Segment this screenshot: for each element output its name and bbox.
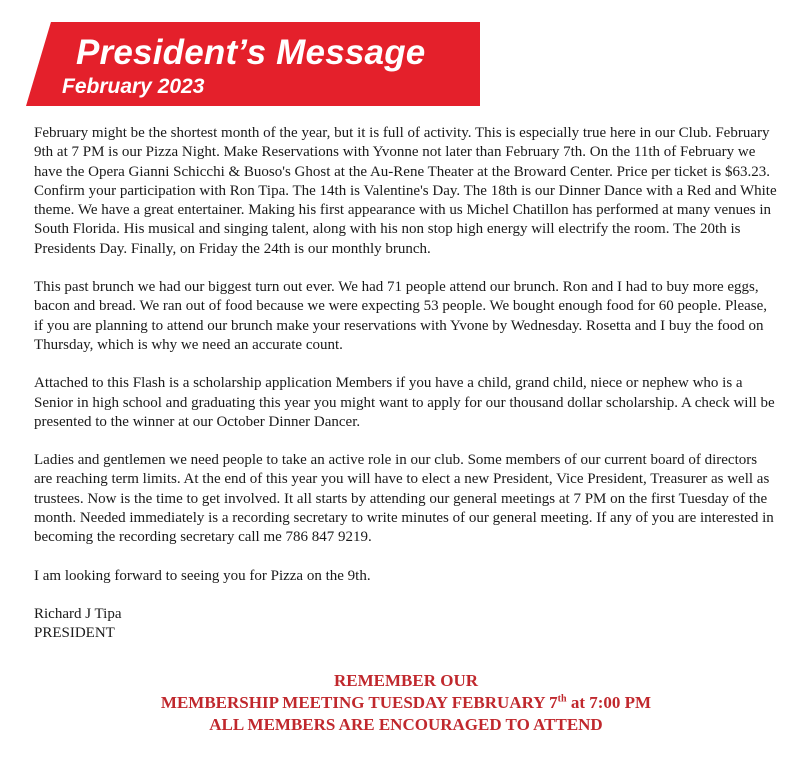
- signature-role: PRESIDENT: [34, 625, 115, 642]
- signature-name: Richard J Tipa: [34, 605, 122, 622]
- paragraph-brunch: This past brunch we had our biggest turn out ever. We had 71 people attend our brunch. Ron and I had to buy more eggs, bacon and bread. We ran out of food because we were expecting 53 people. We bought enough food for 60 people. Please, if you are planning to attend our brunch make your reservations with Yvone by Wednesday. Rosetta and I buy the food on Thursday, which is why we need an accurate count.: [34, 279, 768, 353]
- paragraph-closing: I am looking forward to seeing you for Pizza on the 9th.: [34, 567, 371, 584]
- paragraph-february-events: February might be the shortest month of the year, but it is full of activity. This is especially true here in our Club. February 9th at 7 PM is our Pizza Night. Make Reservations with Yvonne not later than February 7th. On the 11th of February we have the Opera Gianni Schicchi & Buoso's Ghost at the Au-Rene Theater at the Broward Center. Price per ticket is $63.23. Confirm your participation with Ron Tipa. The 14th is Valentine's Day. The 18th is our Dinner Dance with a Red and White theme. We have a great entertainer. Making his first appearance with us Michel Chatillon has performed at many venues in South Florida. His musical and singing talent, along with his non stop high energy will electrify the room. The 20th is Presidents Day. Finally, on Friday the 24th is our monthly brunch.: [34, 125, 777, 257]
- meeting-reminder: [0, 670, 812, 736]
- reminder-line-2-ordinal: th: [557, 693, 567, 705]
- reminder-line-1: REMEMBER OUR: [333, 671, 479, 690]
- message-body: [34, 124, 778, 644]
- signature-block: [34, 605, 778, 644]
- page-title: President’s Message: [76, 33, 426, 72]
- reminder-line-3: ALL MEMBERS ARE ENCOURAGED TO ATTEND: [209, 715, 603, 734]
- paragraph-scholarship: Attached to this Flash is a scholarship application Members if you have a child, grand child, niece or nephew who is a Senior in high school and graduating this year you might want to apply for our thousand dollar scholarship. A check will be presented to the winner at our October Dinner Dancer.: [34, 375, 775, 430]
- paragraph-board-elections: Ladies and gentlemen we need people to take an active role in our club. Some members of our current board of directors are reaching term limits. At the end of this year you will have to elect a new President, Vice President, Treasurer as well as trustees. Now is the time to get involved. It all starts by attending our general meetings at 7 PM on the first Tuesday of the month. Needed immediately is a recording secretary to write minutes of our general meeting. If any of you are interested in becoming the recording secretary call me 786 847 9219.: [34, 452, 774, 546]
- page-subtitle: February 2023: [62, 75, 205, 98]
- reminder-line-2-main: MEMBERSHIP MEETING TUESDAY FEBRUARY 7: [160, 693, 558, 712]
- reminder-line-2: [0, 692, 812, 714]
- reminder-line-2-time: at 7:00 PM: [566, 693, 652, 712]
